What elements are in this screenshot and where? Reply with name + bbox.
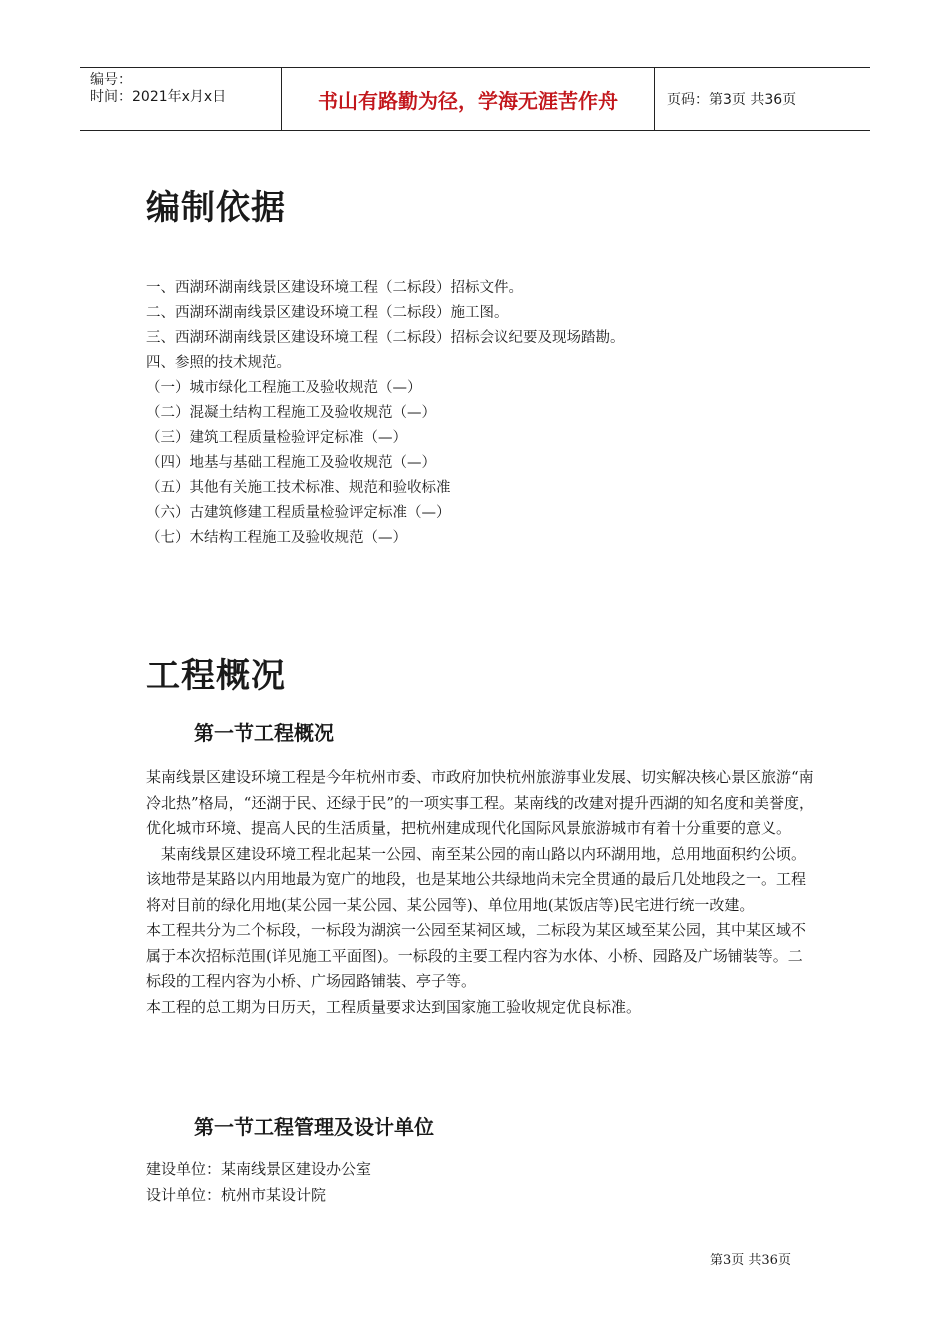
overview-body (146, 765, 814, 1020)
section-title-basis: 编制依据 (146, 188, 286, 228)
units-body (146, 1157, 814, 1208)
list-item: 一、西湖环湖南线景区建设环境工程（二标段）招标文件。 (146, 280, 523, 296)
document-time: 时间：2021年x月x日 (90, 89, 227, 105)
list-item: （二）混凝土结构工程施工及验收规范（—） (146, 405, 436, 421)
header-motto: 书山有路勤为径，学海无涯苦作舟 (282, 68, 655, 130)
list-item: （三）建筑工程质量检验评定标准（—） (146, 430, 407, 446)
paragraph: 某南线景区建设环境工程北起某一公园、南至某公园的南山路以内环湖用地，总用地面积约公顷。该地带是某路以内用地最为宽广的地段，也是某地公共绿地尚未完全贯通的最后几处地段之一。工程将对目前的绿化用地(某公园一某公园、某公园等)、单位用地(某饭店等)民宅进行统一改建。 (146, 844, 807, 914)
document-number-label: 编号： (90, 72, 132, 88)
header-meta (80, 68, 282, 130)
list-item: （七）木结构工程施工及验收规范（—） (146, 530, 407, 546)
list-item: 四、参照的技术规范。 (146, 355, 291, 371)
list-item: 二、西湖环湖南线景区建设环境工程（二标段）施工图。 (146, 305, 509, 321)
subsection-title-units: 第一节工程管理及设计单位 (194, 1115, 434, 1139)
list-item: （五）其他有关施工技术标准、规范和验收标准 (146, 480, 451, 496)
page-header (80, 67, 870, 131)
subsection-title-overview: 第一节工程概况 (194, 721, 334, 745)
paragraph: 某南线景区建设环境工程是今年杭州市委、市政府加快杭州旅游事业发展、切实解决核心景区旅游“南冷北热”格局，“还湖于民、还绿于民”的一项实事工程。某南线的改建对提升西湖的知名度和美誉度，优化城市环境、提高人民的生活质量，把杭州建成现代化国际风景旅游城市有着十分重要的意义。 (146, 768, 815, 837)
list-item: （四）地基与基础工程施工及验收规范（—） (146, 455, 436, 471)
list-item: （六）古建筑修建工程质量检验评定标准（—） (146, 505, 451, 521)
paragraph: 本工程的总工期为日历天，工程质量要求达到国家施工验收规定优良标准。 (146, 997, 642, 1016)
section-title-overview: 工程概况 (146, 656, 286, 696)
list-item: 三、西湖环湖南线景区建设环境工程（二标段）招标会议纪要及现场踏勘。 (146, 330, 625, 346)
list-item: （一）城市绿化工程施工及验收规范（—） (146, 380, 422, 396)
paragraph: 本工程共分为二个标段，一标段为湖滨一公园至某祠区域，二标段为某区域至某公园，其中某区域不属于本次招标范围(详见施工平面图)。一标段的主要工程内容为水体、小桥、园路及广场铺装等。二标段的工程内容为小桥、广场园路铺装、亭子等。 (146, 921, 807, 990)
design-unit: 设计单位：杭州市某设计院 (146, 1185, 327, 1204)
basis-list (146, 276, 625, 551)
construction-unit: 建设单位：某南线景区建设办公室 (146, 1160, 372, 1178)
page-footer: 第3页 共36页 (710, 1253, 791, 1268)
header-page-number: 页码：第3页 共36页 (667, 92, 797, 108)
